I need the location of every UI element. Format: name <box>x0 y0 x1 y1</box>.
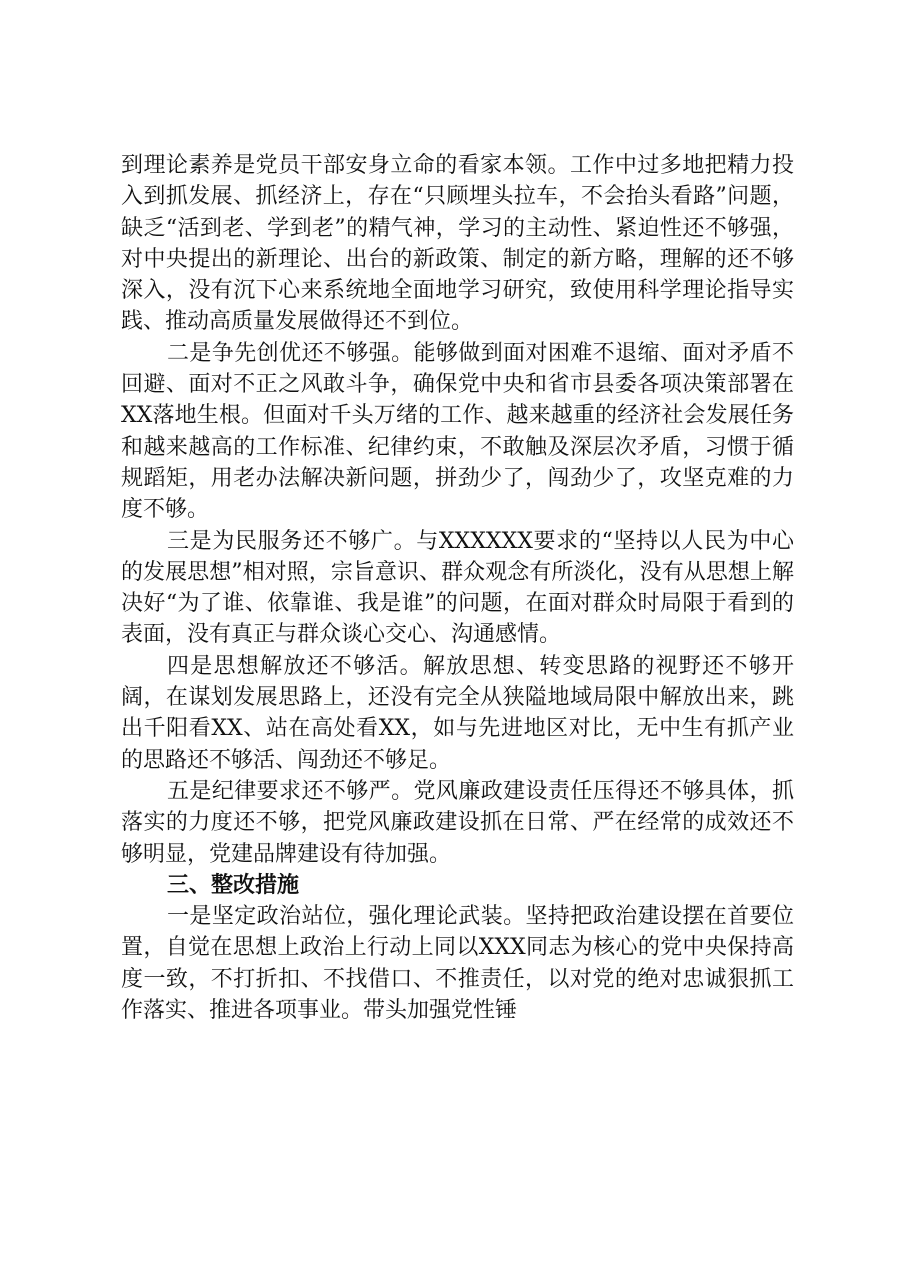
paragraph-discipline: 五是纪律要求还不够严。党风廉政建设责任压得还不够具体，抓落实的力度还不够，把党风廉政建设抓在日常、严在经常的成效还不够明显，党建品牌建设有待加强。 <box>121 778 794 867</box>
document-body <box>121 150 794 1026</box>
paragraph-continuation: 到理论素养是党员干部安身立命的看家本领。工作中过多地把精力投入到抓发展、抓经济上，存在“只顾埋头拉车，不会抬头看路”问题，缺乏“活到老、学到老”的精气神，学习的主动性、紧迫性还不够强，对中央提出的新理论、出台的新政策、制定的新方略，理解的还不够深入，没有沉下心来系统地全面地学习研究，致使用科学理论指导实践、推动高质量发展做得还不到位。 <box>121 153 794 335</box>
section-heading: 三、整改措施 <box>167 872 300 898</box>
paragraph-service: 三是为民服务还不够广。与XXXXXX要求的“坚持以人民为中心的发展思想”相对照，宗旨意识、群众观念有所淡化，没有从思想上解决好“为了谁、依靠谁、我是谁”的问题，在面对群众时局限于看到的表面，没有真正与群众谈心交心、沟通感情。 <box>121 528 794 648</box>
paragraph-thinking: 四是思想解放还不够活。解放思想、转变思路的视野还不够开阔，在谋划发展思路上，还没有完全从狭隘地域局限中解放出来，跳出千阳看XX、站在高处看XX，如与先进地区对比，无中生有抓产业的思路还不够活、闯劲还不够足。 <box>121 653 794 773</box>
paragraph-competition: 二是争先创优还不够强。能够做到面对困难不退缩、面对矛盾不回避、面对不正之风敢斗争，确保党中央和省市县委各项决策部署在XX落地生根。但面对千头万绪的工作、越来越重的经济社会发展任务和越来越高的工作标准、纪律约束，不敢触及深层次矛盾，习惯于循规蹈矩，用老办法解决新问题，拼劲少了，闯劲少了，攻坚克难的力度不够。 <box>121 340 794 523</box>
paragraph-measure-one: 一是坚定政治站位，强化理论武装。坚持把政治建设摆在首要位置，自觉在思想上政治上行动上同以XXX同志为核心的党中央保持高度一致，不打折扣、不找借口、不推责任，以对党的绝对忠诚狠抓工作落实、推进各项事业。带头加强党性锤 <box>121 904 794 1024</box>
